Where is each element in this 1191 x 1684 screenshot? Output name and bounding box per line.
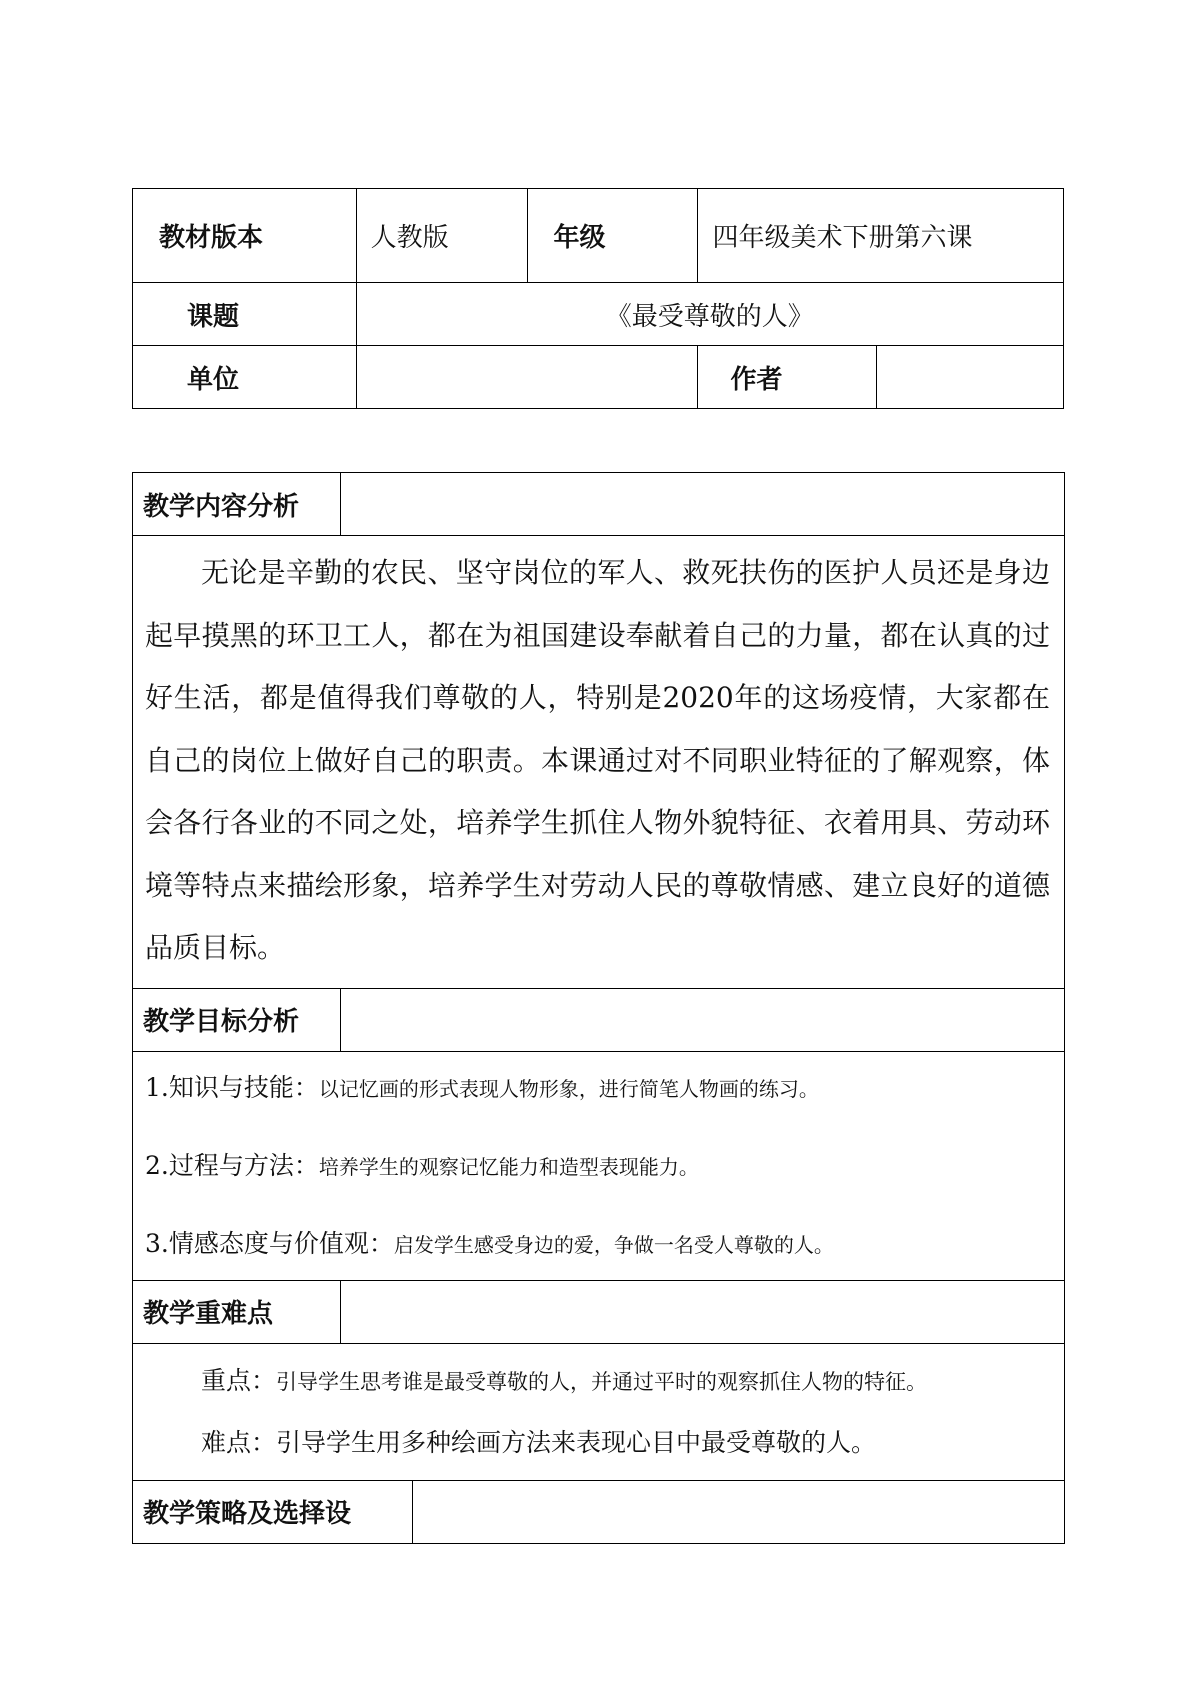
difficult-point-text: 引导学生用多种绘画方法来表现心目中最受尊敬的人。 (276, 1427, 877, 1457)
content-analysis-empty-cell (341, 473, 1065, 536)
strategy-header-row (133, 1480, 1065, 1543)
unit-value (356, 346, 698, 409)
key-point-label: 重点： (201, 1365, 277, 1395)
difficult-point-line (145, 1412, 1056, 1474)
author-value (876, 346, 1063, 409)
difficult-point-label: 难点： (201, 1427, 277, 1457)
key-points-header-row (133, 1280, 1065, 1343)
objective-text: 以记忆画的形式表现人物形象，进行简笔人物画的练习。 (318, 1076, 819, 1101)
content-analysis-body-row (133, 536, 1065, 989)
content-analysis-paragraph: 无论是辛勤的农民、坚守岗位的军人、救死扶伤的医护人员还是身边起早摸黑的环卫工人，都在为祖国建设奉献着自己的力量，都在认真的过好生活，都是值得我们尊敬的人，特别是2020年的这场疫情，大家都在自己的岗位上做好自己的职责。本课通过对不同职业特征的了解观察，体会各行各业的不同之处，培养学生抓住人物外貌特征、衣着用具、劳动环境等特点来描绘形象，培养学生对劳动人民的尊敬情感、建立良好的道德品质目标。 (133, 536, 1065, 989)
key-point-text: 引导学生思考谁是最受尊敬的人，并通过平时的观察抓住人物的特征。 (276, 1369, 928, 1394)
edition-label: 教材版本 (133, 189, 357, 283)
lesson-info-table (132, 188, 1064, 409)
objective-item (145, 1218, 1056, 1270)
objective-item (145, 1140, 1056, 1192)
objectives-list (133, 1051, 1065, 1280)
objective-text: 培养学生的观察记忆能力和造型表现能力。 (318, 1154, 699, 1179)
topic-value: 《最受尊敬的人》 (356, 283, 1063, 346)
topic-label: 课题 (133, 283, 357, 346)
objective-text: 启发学生感受身边的爱，争做一名受人尊敬的人。 (393, 1232, 834, 1257)
info-row-unit (133, 346, 1064, 409)
strategy-empty-cell (413, 1480, 1065, 1543)
content-analysis-header-row (133, 473, 1065, 536)
objectives-empty-cell (341, 988, 1065, 1051)
key-points-label: 教学重难点 (133, 1280, 341, 1343)
objective-label: 2.过程与方法： (145, 1150, 319, 1180)
unit-label: 单位 (133, 346, 357, 409)
grade-label: 年级 (527, 189, 698, 283)
author-label: 作者 (698, 346, 876, 409)
objective-item (145, 1062, 1056, 1114)
info-row-edition (133, 189, 1064, 283)
content-analysis-label: 教学内容分析 (133, 473, 341, 536)
key-points-content (133, 1343, 1065, 1480)
objectives-label: 教学目标分析 (133, 988, 341, 1051)
strategy-label: 教学策略及选择设 (133, 1480, 413, 1543)
key-point-line (145, 1350, 1056, 1412)
key-points-body-row (133, 1343, 1065, 1480)
info-row-topic (133, 283, 1064, 346)
objectives-header-row (133, 988, 1065, 1051)
objective-label: 1.知识与技能： (145, 1072, 319, 1102)
lesson-plan-table (132, 472, 1065, 1544)
objectives-body-row (133, 1051, 1065, 1280)
grade-value: 四年级美术下册第六课 (698, 189, 1064, 283)
key-points-empty-cell (341, 1280, 1065, 1343)
objective-label: 3.情感态度与价值观： (145, 1228, 394, 1258)
edition-value: 人教版 (356, 189, 527, 283)
